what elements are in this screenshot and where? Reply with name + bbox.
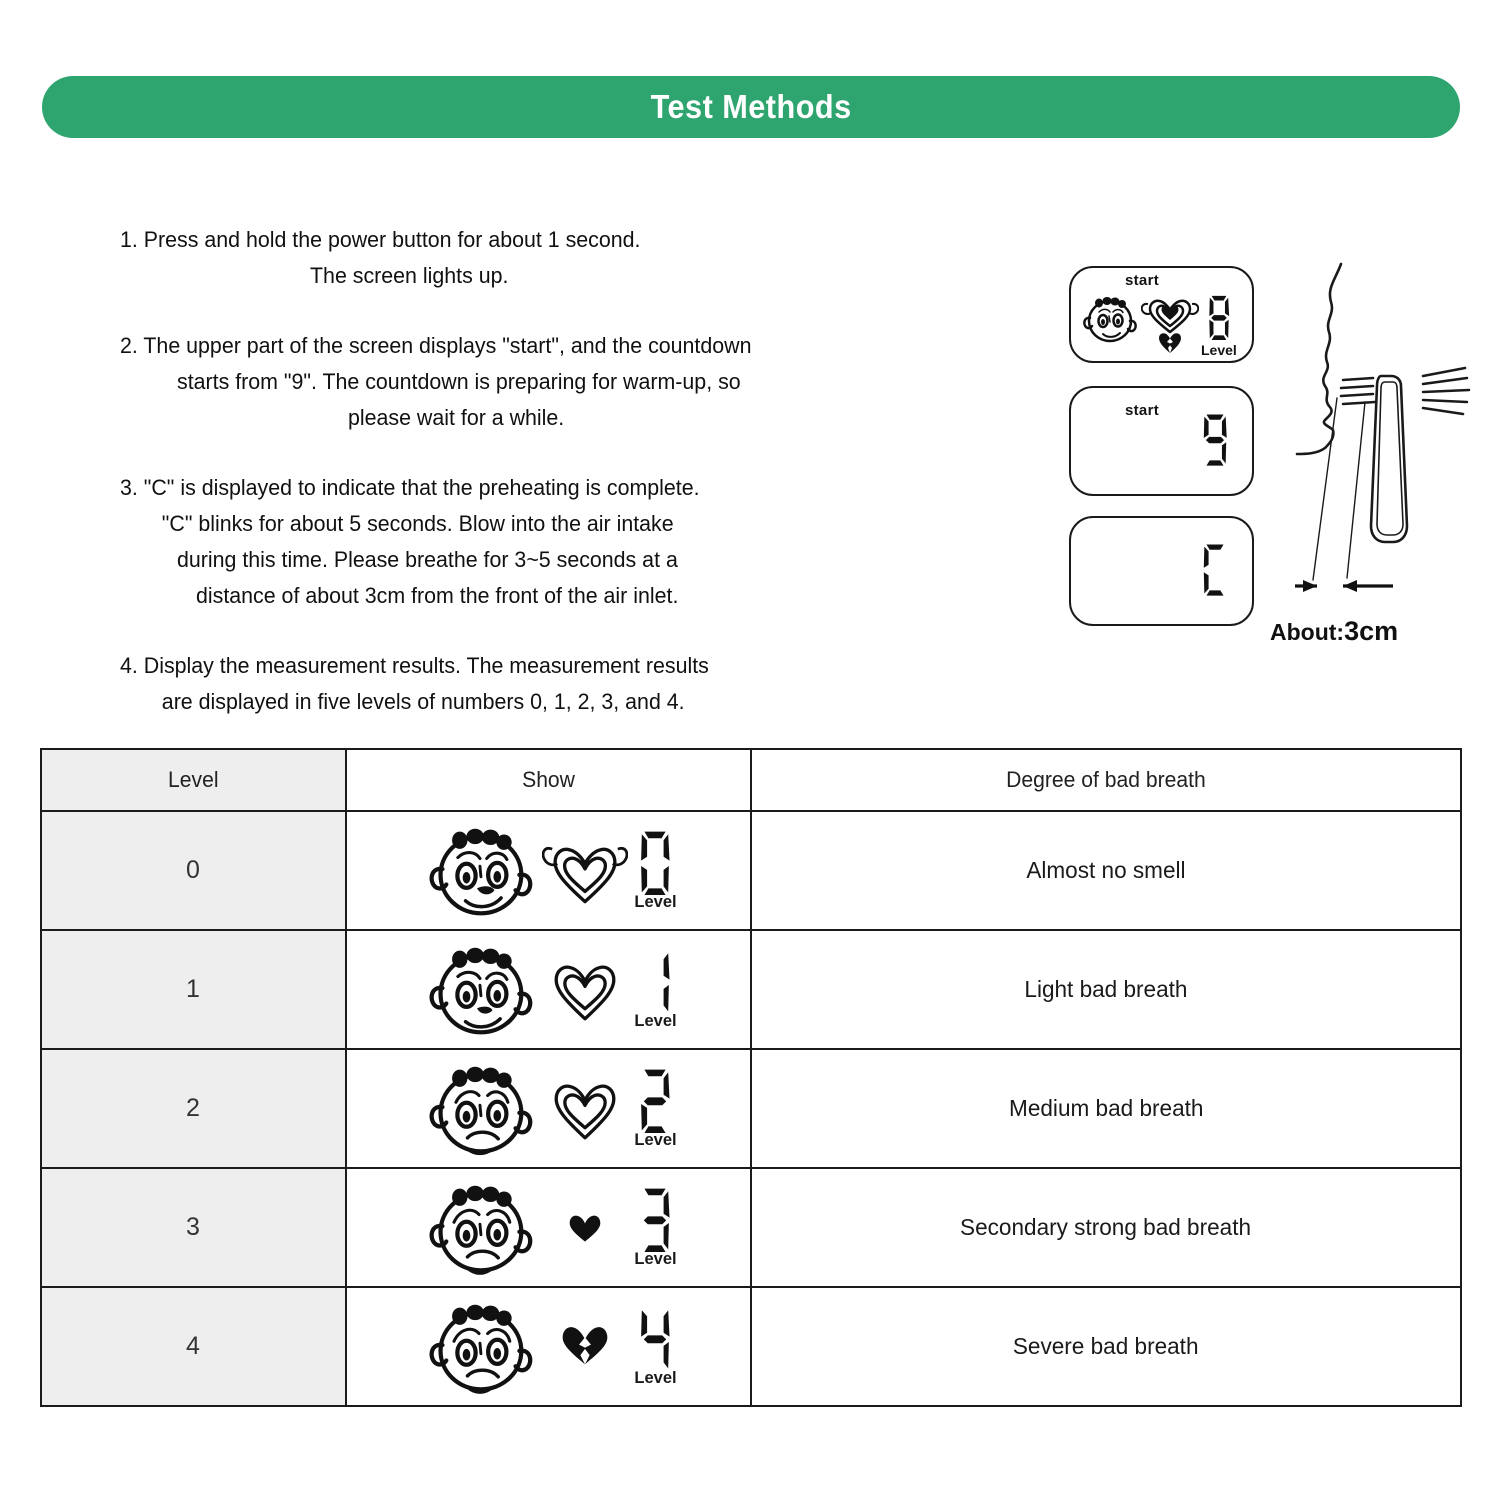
table-row bbox=[41, 930, 1461, 1049]
heart-slot bbox=[542, 955, 628, 1025]
face-icon-sad bbox=[420, 1297, 538, 1397]
cell-description: Severe bad breath bbox=[751, 1287, 1461, 1406]
instruction-line: 3. "C" is displayed to indicate that the preheating is complete. bbox=[120, 475, 700, 500]
seven-segment-digit-9 bbox=[1199, 412, 1231, 466]
heart-slot bbox=[542, 1212, 628, 1244]
seven-segment-digit bbox=[635, 948, 675, 1014]
seven-segment-digit bbox=[635, 1067, 675, 1133]
device-screen-preheat-complete bbox=[1069, 516, 1254, 626]
face-icon-happy bbox=[420, 821, 538, 921]
device-screen-countdown bbox=[1069, 386, 1254, 496]
seven-segment-digit bbox=[635, 1305, 675, 1371]
level-caption: Level bbox=[634, 1250, 677, 1268]
distance-value: 3cm bbox=[1344, 616, 1399, 646]
seven-segment-digit bbox=[635, 1186, 675, 1252]
face-icon-sad bbox=[420, 1178, 538, 1278]
distance-label bbox=[1270, 616, 1398, 647]
column-header-degree: Degree of bad breath bbox=[751, 749, 1461, 811]
screen-start-label: start bbox=[1125, 272, 1160, 289]
instruction-step-1 bbox=[120, 222, 880, 294]
cell-show bbox=[346, 811, 751, 930]
face-icon-frown bbox=[420, 1059, 538, 1159]
cell-level: 1 bbox=[41, 930, 346, 1049]
winged-heart-icon bbox=[542, 834, 628, 908]
winged-heart-icon bbox=[1141, 294, 1199, 356]
instruction-step-4 bbox=[120, 648, 880, 720]
digit-block bbox=[634, 829, 676, 912]
cell-description: Almost no smell bbox=[751, 811, 1461, 930]
cell-show bbox=[346, 1049, 751, 1168]
device-illustration bbox=[1055, 258, 1475, 658]
table-row bbox=[41, 1287, 1461, 1406]
page-title: Test Methods bbox=[650, 88, 852, 125]
cell-level: 4 bbox=[41, 1287, 346, 1406]
instructions-list bbox=[120, 222, 880, 720]
screen-level-label: Level bbox=[1201, 342, 1237, 358]
outline-heart-icon bbox=[549, 955, 621, 1025]
levels-table bbox=[40, 748, 1462, 1407]
level-caption: Level bbox=[634, 1131, 677, 1149]
instruction-line: 2. The upper part of the screen displays "start", and the countdown bbox=[120, 333, 752, 358]
cell-description: Secondary strong bad breath bbox=[751, 1168, 1461, 1287]
instruction-line: "C" blinks for about 5 seconds. Blow into the air intake bbox=[161, 511, 674, 536]
broken-heart-icon bbox=[558, 1321, 612, 1367]
cell-show bbox=[346, 1168, 751, 1287]
heart-slot bbox=[542, 834, 628, 908]
cell-show bbox=[346, 930, 751, 1049]
breath-distance-diagram bbox=[1295, 258, 1475, 618]
cell-description: Light bad breath bbox=[751, 930, 1461, 1049]
heart-slot bbox=[542, 1321, 628, 1373]
instruction-step-3 bbox=[120, 470, 880, 614]
instruction-line: please wait for a while. bbox=[348, 405, 565, 430]
screen-start-label: start bbox=[1125, 402, 1160, 419]
instruction-line: starts from "9". The countdown is preparing for warm-up, so bbox=[177, 369, 741, 394]
face-icon bbox=[1079, 292, 1139, 352]
digit-block bbox=[634, 1067, 676, 1150]
instruction-step-2 bbox=[120, 328, 880, 436]
cell-description: Medium bad breath bbox=[751, 1049, 1461, 1168]
seven-segment-digit bbox=[1205, 294, 1233, 340]
instruction-line: The screen lights up. bbox=[310, 263, 509, 288]
table-row bbox=[41, 811, 1461, 930]
instruction-line: distance of about 3cm from the front of the air inlet. bbox=[196, 583, 679, 608]
column-header-show: Show bbox=[346, 749, 751, 811]
instruction-line: 1. Press and hold the power button for about 1 second. bbox=[120, 227, 641, 252]
small-heart-icon bbox=[568, 1212, 602, 1244]
face-icon-smile bbox=[420, 940, 538, 1040]
table-row bbox=[41, 1168, 1461, 1287]
distance-prefix: About: bbox=[1270, 619, 1345, 645]
digit-block bbox=[634, 948, 676, 1031]
instruction-line: are displayed in five levels of numbers 0, 1, 2, 3, and 4. bbox=[161, 689, 685, 714]
seven-segment-digit bbox=[635, 829, 675, 895]
device-screen-all-segments bbox=[1069, 266, 1254, 363]
cell-level: 0 bbox=[41, 811, 346, 930]
column-header-level: Level bbox=[41, 749, 346, 811]
instruction-line: during this time. Please breathe for 3~5 seconds at a bbox=[177, 547, 678, 572]
cell-level: 3 bbox=[41, 1168, 346, 1287]
page-header-banner bbox=[42, 76, 1460, 138]
digit-block bbox=[634, 1305, 676, 1388]
level-caption: Level bbox=[634, 1012, 677, 1030]
cell-level: 2 bbox=[41, 1049, 346, 1168]
cell-show bbox=[346, 1287, 751, 1406]
instruction-line: 4. Display the measurement results. The measurement results bbox=[120, 653, 709, 678]
level-caption: Level bbox=[634, 893, 677, 911]
level-caption: Level bbox=[634, 1369, 677, 1387]
table-row bbox=[41, 1049, 1461, 1168]
digit-block bbox=[634, 1186, 676, 1269]
seven-segment-digit-c bbox=[1199, 542, 1231, 596]
table-header-row bbox=[41, 749, 1461, 811]
heart-slot bbox=[542, 1074, 628, 1144]
outline-heart-icon bbox=[549, 1074, 621, 1144]
